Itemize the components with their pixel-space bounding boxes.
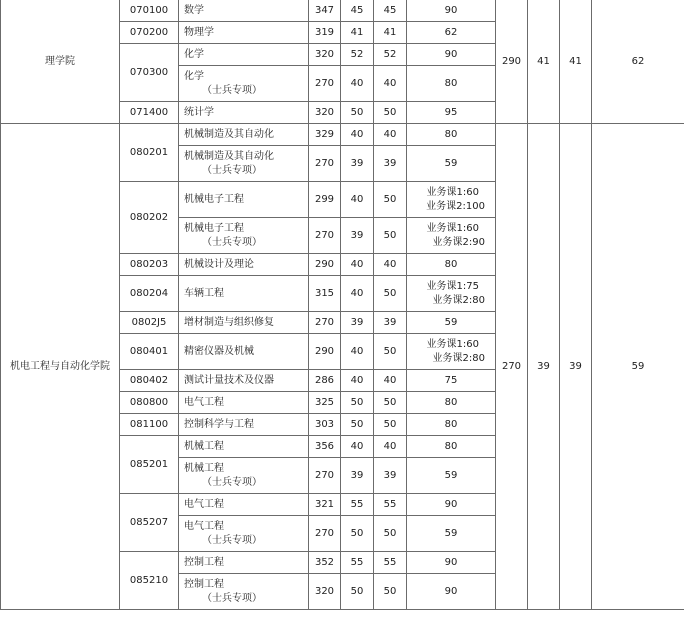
business-score-line: 80 <box>444 396 458 408</box>
major-name-cell <box>179 552 309 574</box>
business-score-line: 95 <box>444 106 458 118</box>
subject2-score-cell: 50 <box>374 334 407 370</box>
major-name: 车辆工程 <box>184 287 224 299</box>
subject1-score-cell: 50 <box>341 516 374 552</box>
subject1-score-cell: 55 <box>341 552 374 574</box>
major-code-cell: 080204 <box>120 276 179 312</box>
subject1-score-cell: 39 <box>341 458 374 494</box>
business-score-cell <box>407 458 496 494</box>
business-score-cell <box>407 312 496 334</box>
total-score-cell: 299 <box>309 182 341 218</box>
major-code-cell: 085201 <box>120 436 179 494</box>
subject2-score-cell: 40 <box>374 254 407 276</box>
business-score-line: 90 <box>444 498 458 510</box>
major-code-cell: 070100 <box>120 0 179 22</box>
major-name-cell <box>179 414 309 436</box>
business-score-line: 80 <box>444 440 458 452</box>
major-name: 控制工程 <box>184 556 224 568</box>
major-name: 数学 <box>184 4 204 16</box>
subject2-score-cell: 50 <box>374 276 407 312</box>
major-name-cell <box>179 254 309 276</box>
subject2-score-cell: 39 <box>374 146 407 182</box>
table-row <box>1 124 684 146</box>
major-name: 机械工程 <box>184 440 224 452</box>
subject2-score-cell: 40 <box>374 66 407 102</box>
business-score-line: 90 <box>444 585 458 597</box>
business-score-line: 业务课2:80 <box>432 294 485 306</box>
business-score-cell <box>407 574 496 610</box>
total-score-cell: 270 <box>309 458 341 494</box>
total-score-cell: 270 <box>309 312 341 334</box>
major-name: 机械制造及其自动化 <box>184 128 274 140</box>
major-name-cell <box>179 0 309 22</box>
business-score-cell <box>407 146 496 182</box>
total-score-cell: 321 <box>309 494 341 516</box>
major-name-cell <box>179 370 309 392</box>
subject1-score-cell: 50 <box>341 414 374 436</box>
total-score-cell: 320 <box>309 574 341 610</box>
business-score-cell <box>407 494 496 516</box>
business-score-cell <box>407 334 496 370</box>
major-name: 机械制造及其自动化 <box>184 150 274 162</box>
major-code-cell: 080401 <box>120 334 179 370</box>
subject2-score-cell: 39 <box>374 312 407 334</box>
subject2-score-cell: 50 <box>374 574 407 610</box>
subject2-score-cell: 40 <box>374 436 407 458</box>
major-name-cell <box>179 312 309 334</box>
major-code-cell: 080800 <box>120 392 179 414</box>
subject1-score-cell: 40 <box>341 276 374 312</box>
subject1-score-cell: 39 <box>341 146 374 182</box>
business-score-line: 90 <box>444 4 458 16</box>
subject1-score-cell: 40 <box>341 334 374 370</box>
major-name-cell <box>179 334 309 370</box>
major-code-cell: 081100 <box>120 414 179 436</box>
business-score-cell <box>407 370 496 392</box>
major-code-cell: 071400 <box>120 102 179 124</box>
subject2-score-cell: 50 <box>374 102 407 124</box>
subject2-score-cell: 41 <box>374 22 407 44</box>
business-score-line: 62 <box>444 26 458 38</box>
major-name: 机械工程 <box>184 462 224 474</box>
major-code-cell: 085210 <box>120 552 179 610</box>
business-score-line: 80 <box>444 418 458 430</box>
major-code-cell: 080201 <box>120 124 179 182</box>
major-subtitle: （士兵专项） <box>202 476 262 488</box>
total-score-cell: 320 <box>309 44 341 66</box>
business-score-cell <box>407 436 496 458</box>
subject2-score-cell: 39 <box>374 458 407 494</box>
major-name: 精密仪器及机械 <box>184 345 254 357</box>
major-name-cell <box>179 182 309 218</box>
major-code-cell: 070300 <box>120 44 179 102</box>
subject1-score-cell: 55 <box>341 494 374 516</box>
major-code-cell: 080203 <box>120 254 179 276</box>
school-c3-cell: 59 <box>592 124 684 610</box>
major-name: 电气工程 <box>184 498 224 510</box>
subject1-score-cell: 52 <box>341 44 374 66</box>
table-row <box>1 0 684 22</box>
major-name: 控制科学与工程 <box>184 418 254 430</box>
subject2-score-cell: 52 <box>374 44 407 66</box>
subject1-score-cell: 40 <box>341 182 374 218</box>
school-c2-cell: 39 <box>560 124 592 610</box>
major-name-cell <box>179 574 309 610</box>
business-score-cell <box>407 516 496 552</box>
business-score-cell <box>407 102 496 124</box>
subject2-score-cell: 55 <box>374 552 407 574</box>
major-name-cell <box>179 146 309 182</box>
major-name: 电气工程 <box>184 520 224 532</box>
business-score-cell <box>407 392 496 414</box>
total-score-cell: 290 <box>309 334 341 370</box>
business-score-line: 业务课2:90 <box>432 236 485 248</box>
business-score-line: 业务课1:60 <box>426 186 479 198</box>
subject1-score-cell: 45 <box>341 0 374 22</box>
major-name: 机械电子工程 <box>184 193 244 205</box>
major-subtitle: （士兵专项） <box>202 592 262 604</box>
subject2-score-cell: 50 <box>374 516 407 552</box>
business-score-line: 59 <box>444 157 458 169</box>
major-name-cell <box>179 436 309 458</box>
major-name: 控制工程 <box>184 578 224 590</box>
major-code-cell: 0802J5 <box>120 312 179 334</box>
major-name-cell <box>179 494 309 516</box>
major-name: 物理学 <box>184 26 214 38</box>
business-score-cell <box>407 218 496 254</box>
business-score-line: 80 <box>444 128 458 140</box>
major-name-cell <box>179 22 309 44</box>
business-score-line: 80 <box>444 258 458 270</box>
business-score-cell <box>407 124 496 146</box>
major-name-cell <box>179 276 309 312</box>
business-score-line: 80 <box>444 77 458 89</box>
major-name: 测试计量技术及仪器 <box>184 374 274 386</box>
major-name-cell <box>179 44 309 66</box>
subject1-score-cell: 40 <box>341 436 374 458</box>
subject1-score-cell: 50 <box>341 392 374 414</box>
business-score-line: 业务课1:60 <box>426 338 479 350</box>
business-score-cell <box>407 0 496 22</box>
subject2-score-cell: 55 <box>374 494 407 516</box>
total-score-cell: 286 <box>309 370 341 392</box>
major-subtitle: （士兵专项） <box>202 164 262 176</box>
major-name-cell <box>179 66 309 102</box>
subject2-score-cell: 50 <box>374 414 407 436</box>
subject1-score-cell: 41 <box>341 22 374 44</box>
subject2-score-cell: 45 <box>374 0 407 22</box>
subject1-score-cell: 40 <box>341 124 374 146</box>
business-score-cell <box>407 552 496 574</box>
business-score-line: 90 <box>444 556 458 568</box>
total-score-cell: 325 <box>309 392 341 414</box>
major-code-cell: 080402 <box>120 370 179 392</box>
subject1-score-cell: 40 <box>341 370 374 392</box>
business-score-line: 业务课2:100 <box>426 200 485 212</box>
school-name-cell: 机电工程与自动化学院 <box>1 124 120 610</box>
school-total-cell: 290 <box>496 0 528 124</box>
major-name-cell <box>179 458 309 494</box>
major-name-cell <box>179 218 309 254</box>
major-name-cell <box>179 516 309 552</box>
major-subtitle: （士兵专项） <box>202 84 262 96</box>
subject2-score-cell: 50 <box>374 392 407 414</box>
business-score-cell <box>407 44 496 66</box>
total-score-cell: 356 <box>309 436 341 458</box>
subject2-score-cell: 50 <box>374 218 407 254</box>
major-code-cell: 070200 <box>120 22 179 44</box>
major-subtitle: （士兵专项） <box>202 534 262 546</box>
major-name: 统计学 <box>184 106 214 118</box>
major-code-cell: 085207 <box>120 494 179 552</box>
total-score-cell: 329 <box>309 124 341 146</box>
major-name-cell <box>179 392 309 414</box>
major-name: 电气工程 <box>184 396 224 408</box>
total-score-cell: 270 <box>309 218 341 254</box>
business-score-line: 59 <box>444 527 458 539</box>
total-score-cell: 352 <box>309 552 341 574</box>
business-score-cell <box>407 22 496 44</box>
school-c2-cell: 41 <box>560 0 592 124</box>
subject2-score-cell: 50 <box>374 182 407 218</box>
total-score-cell: 270 <box>309 66 341 102</box>
total-score-cell: 320 <box>309 102 341 124</box>
subject1-score-cell: 50 <box>341 574 374 610</box>
subject1-score-cell: 39 <box>341 312 374 334</box>
major-name-cell <box>179 124 309 146</box>
subject1-score-cell: 40 <box>341 254 374 276</box>
total-score-cell: 270 <box>309 146 341 182</box>
subject2-score-cell: 40 <box>374 370 407 392</box>
total-score-cell: 315 <box>309 276 341 312</box>
total-score-cell: 347 <box>309 0 341 22</box>
major-name: 增材制造与组织修复 <box>184 316 274 328</box>
total-score-cell: 319 <box>309 22 341 44</box>
school-c3-cell: 62 <box>592 0 684 124</box>
subject1-score-cell: 40 <box>341 66 374 102</box>
school-c1-cell: 41 <box>528 0 560 124</box>
school-c1-cell: 39 <box>528 124 560 610</box>
subject1-score-cell: 39 <box>341 218 374 254</box>
business-score-line: 业务课1:60 <box>426 222 479 234</box>
business-score-line: 90 <box>444 48 458 60</box>
business-score-line: 业务课2:80 <box>432 352 485 364</box>
major-name: 机械设计及理论 <box>184 258 254 270</box>
business-score-cell <box>407 66 496 102</box>
business-score-cell <box>407 414 496 436</box>
major-name: 化学 <box>184 48 204 60</box>
business-score-line: 业务课1:75 <box>426 280 479 292</box>
major-name: 化学 <box>184 70 204 82</box>
major-name: 机械电子工程 <box>184 222 244 234</box>
business-score-line: 59 <box>444 316 458 328</box>
subject1-score-cell: 50 <box>341 102 374 124</box>
business-score-line: 75 <box>444 374 458 386</box>
total-score-cell: 303 <box>309 414 341 436</box>
major-code-cell: 080202 <box>120 182 179 254</box>
school-total-cell: 270 <box>496 124 528 610</box>
major-name-cell <box>179 102 309 124</box>
business-score-cell <box>407 276 496 312</box>
total-score-cell: 270 <box>309 516 341 552</box>
school-name-cell: 理学院 <box>1 0 120 124</box>
major-subtitle: （士兵专项） <box>202 236 262 248</box>
business-score-cell <box>407 182 496 218</box>
business-score-line: 59 <box>444 469 458 481</box>
subject2-score-cell: 40 <box>374 124 407 146</box>
business-score-cell <box>407 254 496 276</box>
total-score-cell: 290 <box>309 254 341 276</box>
